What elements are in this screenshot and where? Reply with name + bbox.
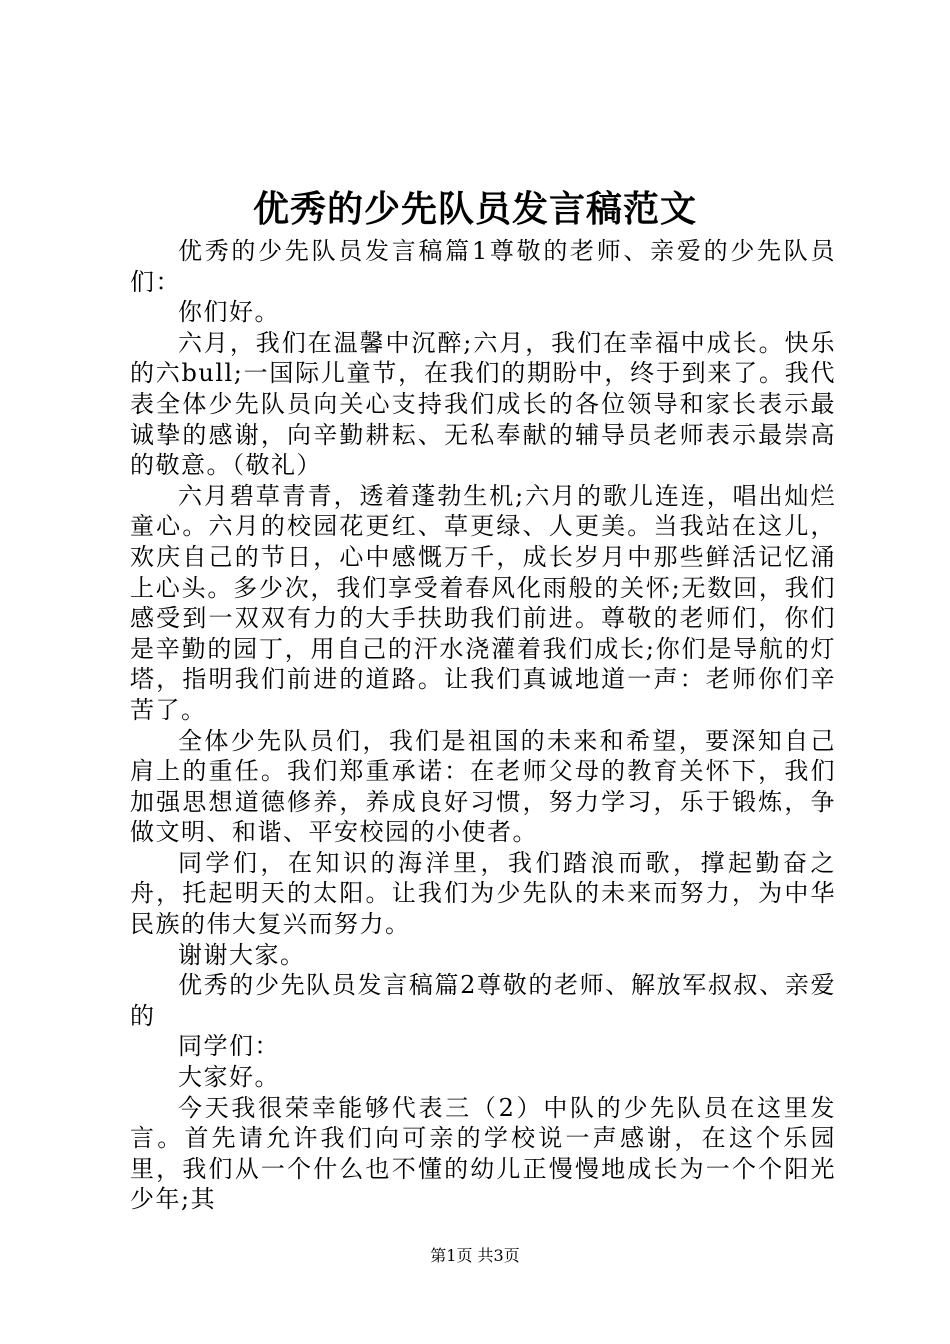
paragraph: 同学们： [178, 1032, 280, 1061]
paragraph: 优秀的少先队员发言稿篇2尊敬的老师、解放军叔叔、亲爱的 [130, 971, 836, 1030]
document-title: 优秀的少先队员发言稿范文 [252, 188, 697, 230]
paragraph: 谢谢大家。 [178, 940, 306, 969]
page-footer: 第1页 共3页 [430, 1246, 520, 1265]
paragraph: 全体少先队员们，我们是祖国的未来和希望，要深知自己肩上的重任。我们郑重承诺：在老师父母的教育关怀下，我们加强思想道德修养，养成良好习惯，努力学习，乐于锻炼，争做文明、和谐、平安校园的小使者。 [130, 726, 836, 847]
paragraph: 今天我很荣幸能够代表三（2）中队的少先队员在这里发言。首先请允许我们向可亲的学校说一声感谢，在这个乐园里，我们从一个什么也不懂的幼儿正慢慢地成长为一个个阳光少年;其 [130, 1093, 836, 1214]
document-body [130, 236, 836, 1215]
paragraph: 六月碧草青青，透着蓬勃生机;六月的歌儿连连，唱出灿烂童心。六月的校园花更红、草更绿、人更美。当我站在这儿，欢庆自己的节日，心中感慨万千，成长岁月中那些鲜活记忆涌上心头。多少次，我们享受着春风化雨般的关怀;无数回，我们感受到一双双有力的大手扶助我们前进。尊敬的老师们，你们是辛勤的园丁，用自己的汗水浇灌着我们成长;你们是导航的灯塔，指明我们前进的道路。让我们真诚地道一声：老师你们辛苦了。 [130, 481, 836, 724]
paragraph: 六月，我们在温馨中沉醉;六月，我们在幸福中成长。快乐的六bull;一国际儿童节，在我们的期盼中，终于到来了。我代表全体少先队员向关心支持我们成长的各位领导和家长表示最诚挚的感谢，向辛勤耕耘、无私奉献的辅导员老师表示最崇高的敬意。（敬礼） [130, 328, 836, 480]
paragraph: 优秀的少先队员发言稿篇1尊敬的老师、亲爱的少先队员们： [130, 237, 836, 296]
paragraph: 你们好。 [178, 298, 280, 327]
paragraph: 同学们，在知识的海洋里，我们踏浪而歌，撑起勤奋之舟，托起明天的太阳。让我们为少先队的未来而努力，为中华民族的伟大复兴而努力。 [130, 848, 836, 939]
paragraph: 大家好。 [178, 1063, 280, 1092]
